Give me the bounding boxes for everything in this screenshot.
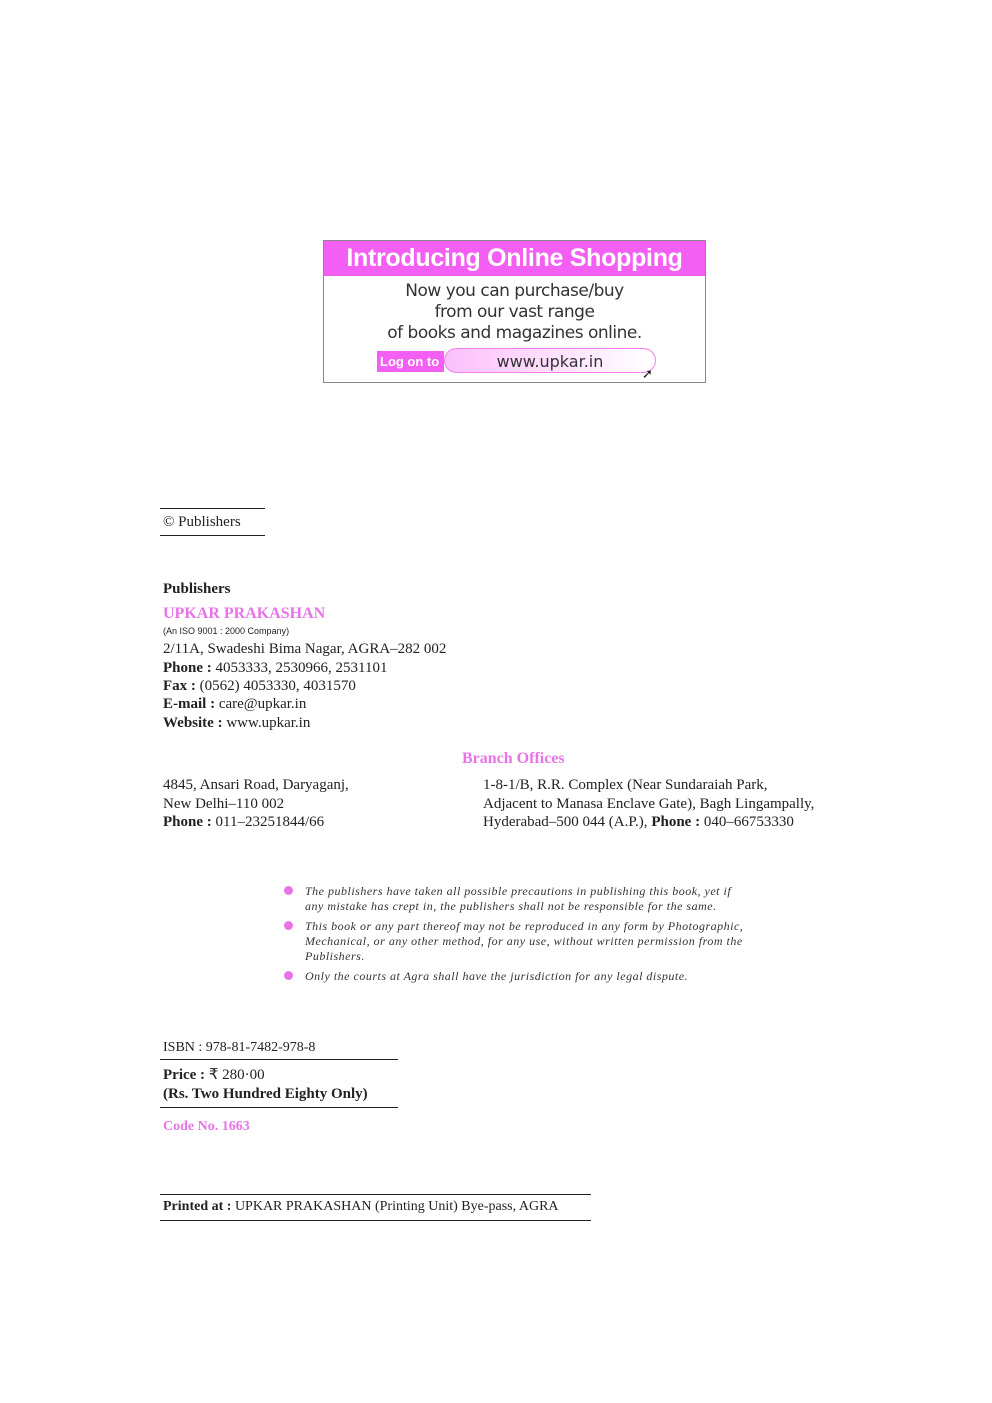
isbn: ISBN : 978-81-7482-978-8 bbox=[163, 1040, 316, 1055]
ad-title: Introducing Online Shopping bbox=[324, 241, 705, 276]
publishers-heading: Publishers bbox=[163, 581, 231, 597]
divider bbox=[160, 1059, 398, 1060]
address: 2/11A, Swadeshi Bima Nagar, AGRA–282 002 bbox=[163, 641, 447, 657]
iso-note: (An ISO 9001 : 2000 Company) bbox=[163, 626, 290, 636]
divider bbox=[160, 1107, 398, 1108]
email-label: E-mail : bbox=[163, 696, 216, 712]
branch-heading: Branch Offices bbox=[462, 750, 565, 767]
printed-value: UPKAR PRAKASHAN (Printing Unit) Bye-pass, AGRA bbox=[231, 1199, 559, 1214]
fax-label: Fax : bbox=[163, 678, 196, 694]
code-number: Code No. 1663 bbox=[163, 1119, 250, 1134]
divider bbox=[160, 1194, 591, 1195]
bullet-icon bbox=[284, 921, 293, 930]
hyd-line3 bbox=[483, 814, 794, 831]
online-shopping-ad bbox=[323, 240, 706, 383]
fax bbox=[163, 678, 356, 695]
ad-line: Now you can purchase/buy bbox=[405, 281, 624, 301]
email-value[interactable]: care@upkar.in bbox=[215, 696, 307, 712]
publisher-name: UPKAR PRAKASHAN bbox=[163, 605, 326, 622]
note: The publishers have taken all possible precautions in publishing this book, yet if any mistake has crept in, the publishers shall not be responsible for the same. bbox=[305, 884, 732, 913]
delhi-line1: 4845, Ansari Road, Daryaganj, bbox=[163, 777, 349, 793]
phone-label: Phone : bbox=[163, 814, 212, 830]
price-value: ₹ 280·00 bbox=[205, 1067, 265, 1083]
phone-value: 040–66753330 bbox=[700, 814, 794, 830]
delhi-line2: New Delhi–110 002 bbox=[163, 796, 285, 812]
phone-value: 011–23251844/66 bbox=[211, 814, 325, 830]
price bbox=[163, 1065, 265, 1084]
price-words: (Rs. Two Hundred Eighty Only) bbox=[163, 1086, 368, 1102]
website-label: Website : bbox=[163, 715, 223, 731]
bullet-icon bbox=[284, 971, 293, 980]
note: This book or any part thereof may not be reproduced in any form by Photographic, Mechanical, or any other method, for any use, without written permission from the Publishers. bbox=[305, 919, 744, 963]
cursor-icon: ➚ bbox=[642, 366, 653, 381]
hyd-city: Hyderabad–500 044 (A.P.), bbox=[483, 814, 652, 830]
ad-line: from our vast range bbox=[434, 302, 595, 322]
website-link[interactable]: www.upkar.in bbox=[444, 348, 656, 373]
phone-label: Phone : bbox=[651, 814, 701, 830]
divider bbox=[160, 535, 265, 536]
email bbox=[163, 696, 306, 713]
bullet-icon bbox=[284, 886, 293, 895]
ad-line: of books and magazines online. bbox=[387, 323, 642, 343]
printed-at bbox=[163, 1199, 559, 1215]
divider bbox=[160, 1220, 591, 1221]
price-label: Price : bbox=[163, 1067, 206, 1083]
hyd-line2: Adjacent to Manasa Enclave Gate), Bagh Lingampally, bbox=[483, 796, 815, 812]
copyright: © Publishers bbox=[163, 514, 241, 530]
phone-value: 4053333, 2530966, 2531101 bbox=[211, 660, 388, 676]
website-value[interactable]: www.upkar.in bbox=[222, 715, 311, 731]
fax-value: (0562) 4053330, 4031570 bbox=[195, 678, 356, 694]
divider bbox=[160, 508, 265, 509]
website bbox=[163, 715, 310, 732]
hyd-line1: 1-8-1/B, R.R. Complex (Near Sundaraiah Park, bbox=[483, 777, 768, 793]
printed-label: Printed at : bbox=[163, 1199, 232, 1214]
delhi-phone bbox=[163, 814, 324, 831]
note: Only the courts at Agra shall have the jurisdiction for any legal dispute. bbox=[305, 969, 689, 983]
phone bbox=[163, 660, 387, 677]
phone-label: Phone : bbox=[163, 660, 212, 676]
log-on-label: Log on to bbox=[377, 351, 444, 372]
